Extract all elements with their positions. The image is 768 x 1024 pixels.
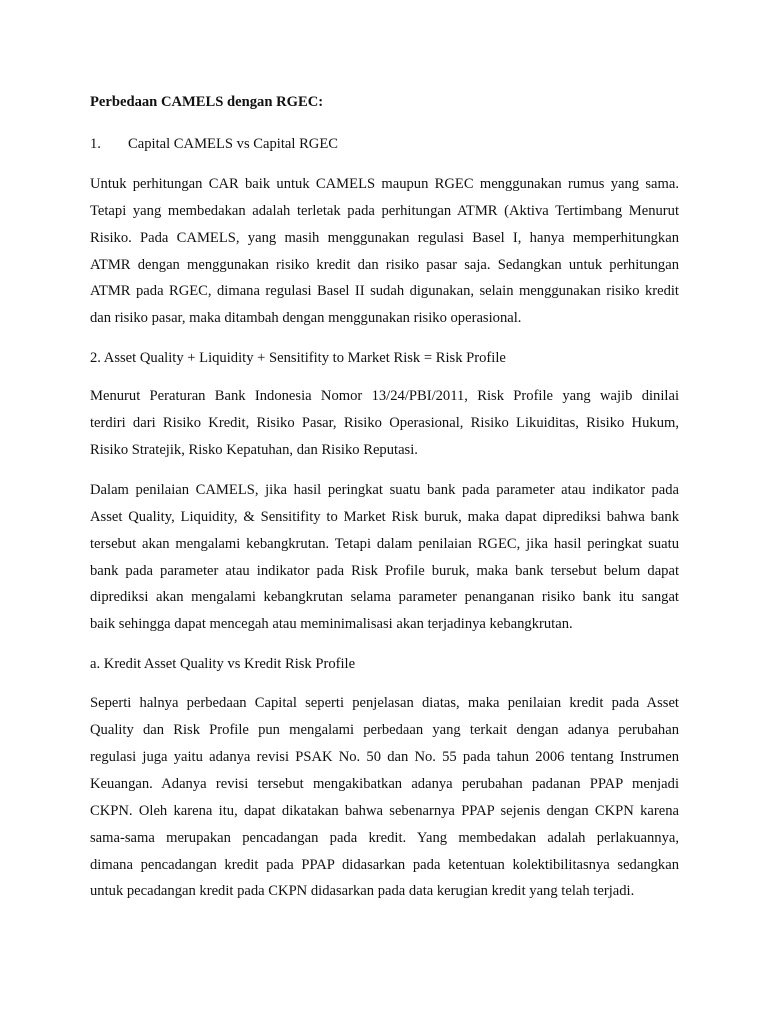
paragraph-line: bank pada parameter atau indikator pada Risk Profile buruk, maka bank tersebut belum dapat: [90, 563, 679, 579]
paragraph-line: CKPN. Oleh karena itu, dapat dikatakan bahwa sebenarnya PPAP sejenis dengan CKPN karena: [90, 803, 679, 819]
paragraph-line: baik sehingga dapat mencegah atau meminimalisasi akan terjadinya kebangkrutan.: [90, 616, 573, 632]
paragraph-line: Risiko. Pada CAMELS, yang masih menggunakan regulasi Basel I, hanya memperhitungkan: [90, 230, 679, 246]
paragraph-line: Keuangan. Adanya revisi tersebut mengakibatkan adanya perubahan padanan PPAP menjadi: [90, 776, 679, 792]
paragraph-line: regulasi juga yaitu adanya revisi PSAK No. 50 dan No. 55 pada tahun 2006 tentang Instrumen: [90, 749, 679, 765]
paragraph-line: Tetapi yang membedakan adalah terletak pada perhitungan ATMR (Aktiva Tertimbang Menurut: [90, 203, 679, 219]
paragraph-line: ATMR dengan menggunakan risiko kredit dan risiko pasar saja. Sedangkan untuk perhitungan: [90, 257, 679, 273]
paragraph-line: Asset Quality, Liquidity, & Sensitifity to Market Risk buruk, maka dapat diprediksi bahwa bank: [90, 509, 679, 525]
paragraph-line: Quality dan Risk Profile pun mengalami perbedaan yang terkait dengan adanya perubahan: [90, 722, 679, 738]
paragraph-line: Menurut Peraturan Bank Indonesia Nomor 13/24/PBI/2011, Risk Profile yang wajib dinilai: [90, 388, 679, 404]
subsection-a-heading: a. Kredit Asset Quality vs Kredit Risk Profile: [90, 656, 356, 672]
paragraph-line: diprediksi akan mengalami kebangkrutan selama parameter penanganan risiko bank itu sangat: [90, 589, 679, 605]
paragraph-line: tersebut akan mengalami kebangkrutan. Tetapi dalam penilaian RGEC, jika hasil peringkat suatu: [90, 536, 679, 552]
paragraph-line: Untuk perhitungan CAR baik untuk CAMELS maupun RGEC menggunakan rumus yang sama.: [90, 176, 679, 192]
paragraph-line: Risiko Stratejik, Risko Kepatuhan, dan Risiko Reputasi.: [90, 442, 418, 458]
paragraph-line: terdiri dari Risiko Kredit, Risiko Pasar, Risiko Operasional, Risiko Likuiditas, Risiko Hukum,: [90, 415, 679, 431]
paragraph-line: Dalam penilaian CAMELS, jika hasil peringkat suatu bank pada parameter atau indikator pada: [90, 482, 679, 498]
section-1-heading-text: Capital CAMELS vs Capital RGEC: [128, 136, 338, 152]
section-1-heading: [90, 135, 679, 153]
section-2-heading: 2. Asset Quality + Liquidity + Sensitifity to Market Risk = Risk Profile: [90, 350, 506, 366]
paragraph-line: Seperti halnya perbedaan Capital seperti penjelasan diatas, maka penilaian kredit pada Asset: [90, 695, 679, 711]
document-title: Perbedaan CAMELS dengan RGEC:: [90, 94, 324, 110]
paragraph-line: sama-sama merupakan pencadangan pada kredit. Yang membedakan adalah perlakuannya,: [90, 830, 679, 846]
paragraph-line: dimana pencadangan kredit pada PPAP didasarkan pada ketentuan kolektibilitasnya sedangkan: [90, 857, 679, 873]
paragraph-line: ATMR pada RGEC, dimana regulasi Basel II sudah digunakan, selain menggunakan risiko kredit: [90, 283, 679, 299]
paragraph-line: untuk pecadangan kredit pada CKPN didasarkan pada data kerugian kredit yang telah terjadi.: [90, 883, 635, 899]
paragraph-line: dan risiko pasar, maka ditambah dengan menggunakan risiko operasional.: [90, 310, 522, 326]
section-1-number: 1.: [90, 136, 101, 152]
